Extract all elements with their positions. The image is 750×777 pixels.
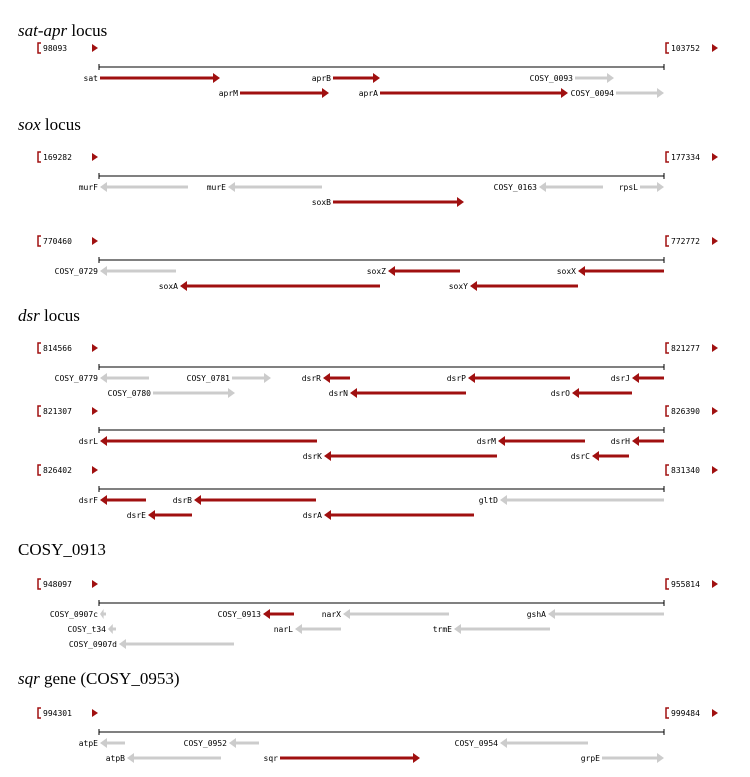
gene-arrow-atpe <box>100 738 125 748</box>
start-bracket-icon <box>38 236 41 246</box>
gene-arrow-soxy <box>470 281 578 291</box>
locus-section-1 <box>18 21 718 98</box>
locus-section-2 <box>18 115 718 291</box>
gene-arrow-dsre <box>148 510 192 520</box>
gene-label: aprM <box>218 89 238 98</box>
end-coordinate: 826390 <box>671 407 700 416</box>
end-coordinate: 772772 <box>671 237 700 246</box>
end-marker-icon <box>712 709 718 717</box>
track <box>38 43 718 98</box>
gene-label: rpsL <box>618 183 638 192</box>
gene-soxy <box>449 281 578 291</box>
gene-arrow-dsra <box>324 510 474 520</box>
gene-label: dsrC <box>570 452 590 461</box>
gene-label: COSY_0779 <box>54 374 98 383</box>
gene-soxx <box>557 266 664 276</box>
gene-arrow-dsrr <box>323 373 350 383</box>
start-bracket-icon <box>38 465 41 475</box>
gene-murf <box>79 182 188 192</box>
start-bracket-icon <box>38 152 41 162</box>
gene-label: sat <box>83 74 98 83</box>
gene-label: COSY_0729 <box>54 267 98 276</box>
gene-grpe <box>581 753 664 763</box>
start-marker-icon <box>92 237 98 245</box>
gene-arrow-trme <box>454 624 550 634</box>
gene-label: COSY_t34 <box>67 625 106 634</box>
gene-arrow-cosy-0907d <box>119 639 234 649</box>
gene-cosy-0779 <box>55 373 149 383</box>
section-title: sqr gene (COSY_0953) <box>18 669 180 688</box>
start-marker-icon <box>92 153 98 161</box>
track <box>38 465 718 520</box>
gene-label: COSY_0093 <box>529 74 573 83</box>
gene-arrow-dsrh <box>632 436 664 446</box>
end-marker-icon <box>712 153 718 161</box>
gene-dsrf <box>79 495 146 505</box>
gene-arrow-aprm <box>240 88 329 98</box>
gene-sqr <box>264 753 420 763</box>
section-title: dsr locus <box>18 306 80 325</box>
start-coordinate: 994301 <box>43 709 72 718</box>
gene-label: dsrR <box>301 374 321 383</box>
end-bracket-icon <box>666 708 669 718</box>
start-coordinate: 948097 <box>43 580 72 589</box>
gene-label: soxB <box>311 198 331 207</box>
end-marker-icon <box>712 407 718 415</box>
gene-cosy-0913 <box>218 609 294 619</box>
gene-label: soxA <box>158 282 178 291</box>
gene-label: dsrL <box>78 437 98 446</box>
gene-arrow-narl <box>295 624 341 634</box>
gene-label: dsrA <box>302 511 322 520</box>
gene-arrow-dsrp <box>468 373 570 383</box>
gene-soxz <box>367 266 460 276</box>
start-marker-icon <box>92 344 98 352</box>
gene-label: murF <box>78 183 98 192</box>
gene-arrow-dsrf <box>100 495 146 505</box>
gene-label: dsrO <box>550 389 570 398</box>
gene-label: COSY_0907d <box>68 640 117 649</box>
gene-label: soxY <box>448 282 468 291</box>
gene-arrow-cosy-0952 <box>229 738 259 748</box>
gene-label: dsrN <box>328 389 348 398</box>
gene-aprb <box>312 73 380 83</box>
end-marker-icon <box>712 580 718 588</box>
gene-label: gltD <box>478 496 498 505</box>
gene-label: COSY_0781 <box>186 374 230 383</box>
end-coordinate: 999484 <box>671 709 700 718</box>
gene-atpe <box>79 738 125 748</box>
gene-label: grpE <box>580 754 600 763</box>
gene-arrow-cosy-0907c <box>100 609 106 619</box>
start-coordinate: 770460 <box>43 237 72 246</box>
gene-label: gshA <box>526 610 546 619</box>
gene-arrow-gltd <box>500 495 664 505</box>
start-bracket-icon <box>38 406 41 416</box>
gene-arrow-apra <box>380 88 568 98</box>
gene-label: dsrP <box>446 374 466 383</box>
start-marker-icon <box>92 44 98 52</box>
gene-cosy-0163 <box>494 182 603 192</box>
gene-label: murE <box>206 183 226 192</box>
end-marker-icon <box>712 466 718 474</box>
gene-cosy-0954 <box>455 738 588 748</box>
gene-narl <box>274 624 341 634</box>
gene-dsrn <box>329 388 466 398</box>
gene-arrow-grpe <box>602 753 664 763</box>
gene-dsre <box>127 510 192 520</box>
gene-label: atpE <box>78 739 98 748</box>
gene-label: sqr <box>263 754 278 763</box>
gene-label: trmE <box>432 625 452 634</box>
gene-cosy-0907c <box>50 609 106 619</box>
gene-soxa <box>159 281 380 291</box>
gene-label: aprB <box>311 74 331 83</box>
gene-cosy-0094 <box>571 88 664 98</box>
gene-label: COSY_0780 <box>107 389 151 398</box>
end-bracket-icon <box>666 343 669 353</box>
end-coordinate: 177334 <box>671 153 700 162</box>
gene-trme <box>433 624 550 634</box>
start-bracket-icon <box>38 708 41 718</box>
start-marker-icon <box>92 580 98 588</box>
end-bracket-icon <box>666 465 669 475</box>
locus-section-3 <box>18 306 718 520</box>
gene-arrow-cosy-0913 <box>263 609 294 619</box>
gene-dsrr <box>302 373 350 383</box>
end-marker-icon <box>712 44 718 52</box>
gene-soxb <box>312 197 464 207</box>
gene-arrow-dsrc <box>592 451 629 461</box>
gene-dsrj <box>611 373 664 383</box>
gene-label: dsrM <box>476 437 496 446</box>
end-coordinate: 821277 <box>671 344 700 353</box>
gene-dsrp <box>447 373 570 383</box>
gene-arrow-murf <box>100 182 188 192</box>
section-title: sat-apr locus <box>18 21 108 40</box>
gene-label: COSY_0954 <box>454 739 498 748</box>
gene-dsrh <box>611 436 664 446</box>
gene-arrow-cosy-0729 <box>100 266 176 276</box>
start-marker-icon <box>92 709 98 717</box>
track <box>38 406 718 461</box>
gene-arrow-cosy-0779 <box>100 373 149 383</box>
track <box>38 152 718 207</box>
end-bracket-icon <box>666 579 669 589</box>
gene-dsrb <box>173 495 316 505</box>
locus-section-4 <box>18 540 718 649</box>
gene-arrow-mure <box>228 182 322 192</box>
end-bracket-icon <box>666 43 669 53</box>
gene-cosy-0093 <box>530 73 614 83</box>
start-marker-icon <box>92 407 98 415</box>
gene-dsrm <box>477 436 585 446</box>
end-marker-icon <box>712 344 718 352</box>
gene-label: dsrB <box>172 496 192 505</box>
gene-atpb <box>106 753 221 763</box>
end-marker-icon <box>712 237 718 245</box>
gene-arrow-dsrm <box>498 436 585 446</box>
gene-label: dsrK <box>302 452 322 461</box>
gene-label: atpB <box>105 754 125 763</box>
gene-dsrk <box>303 451 497 461</box>
gene-label: COSY_0094 <box>570 89 614 98</box>
start-bracket-icon <box>38 343 41 353</box>
gene-cosy-0781 <box>187 373 271 383</box>
gene-label: dsrE <box>126 511 146 520</box>
end-coordinate: 831340 <box>671 466 700 475</box>
gene-cosy-t34 <box>67 624 116 634</box>
gene-arrow-dsrn <box>350 388 466 398</box>
gene-cosy-0729 <box>55 266 176 276</box>
gene-arrow-cosy-0163 <box>539 182 603 192</box>
gene-arrow-gsha <box>548 609 664 619</box>
gene-arrow-aprb <box>333 73 380 83</box>
start-bracket-icon <box>38 579 41 589</box>
start-coordinate: 814566 <box>43 344 72 353</box>
gene-dsrc <box>571 451 629 461</box>
gene-gltd <box>479 495 664 505</box>
section-title: sox locus <box>18 115 81 134</box>
start-bracket-icon <box>38 43 41 53</box>
gene-arrow-cosy-t34 <box>108 624 116 634</box>
track <box>38 708 718 763</box>
gene-rpsl <box>619 182 664 192</box>
gene-label: dsrH <box>610 437 630 446</box>
gene-arrow-rpsl <box>640 182 664 192</box>
gene-arrow-cosy-0781 <box>232 373 271 383</box>
gene-cosy-0952 <box>184 738 259 748</box>
gene-arrow-cosy-0094 <box>616 88 664 98</box>
gene-label: narX <box>321 610 341 619</box>
gene-dsrl <box>79 436 317 446</box>
gene-arrow-dsrj <box>632 373 664 383</box>
end-bracket-icon <box>666 152 669 162</box>
gene-arrow-dsrk <box>324 451 497 461</box>
gene-label: COSY_0163 <box>493 183 537 192</box>
gene-label: soxZ <box>366 267 386 276</box>
gene-arrow-dsrl <box>100 436 317 446</box>
track <box>38 343 718 398</box>
gene-sat <box>84 73 220 83</box>
gene-arrow-soxa <box>180 281 380 291</box>
gene-arrow-soxx <box>578 266 664 276</box>
gene-arrow-soxb <box>333 197 464 207</box>
section-title: COSY_0913 <box>18 540 106 559</box>
end-bracket-icon <box>666 406 669 416</box>
gene-mure <box>207 182 322 192</box>
gene-gsha <box>527 609 664 619</box>
start-marker-icon <box>92 466 98 474</box>
end-coordinate: 955814 <box>671 580 700 589</box>
gene-arrow-narx <box>343 609 449 619</box>
gene-arrow-cosy-0093 <box>575 73 614 83</box>
gene-arrow-atpb <box>127 753 221 763</box>
track <box>38 236 718 291</box>
gene-label: COSY_0913 <box>217 610 261 619</box>
gene-arrow-cosy-0780 <box>153 388 235 398</box>
start-coordinate: 826402 <box>43 466 72 475</box>
gene-arrow-cosy-0954 <box>500 738 588 748</box>
gene-arrow-sat <box>100 73 220 83</box>
gene-arrow-sqr <box>280 753 420 763</box>
end-coordinate: 103752 <box>671 44 700 53</box>
gene-label: dsrJ <box>610 374 630 383</box>
gene-arrow-soxz <box>388 266 460 276</box>
track <box>38 579 718 649</box>
gene-label: narL <box>273 625 293 634</box>
gene-label: soxX <box>556 267 576 276</box>
gene-cosy-0907d <box>69 639 234 649</box>
locus-section-5 <box>18 669 718 763</box>
gene-arrow-dsro <box>572 388 632 398</box>
gene-label: COSY_0907c <box>49 610 98 619</box>
gene-dsro <box>551 388 632 398</box>
end-bracket-icon <box>666 236 669 246</box>
gene-label: aprA <box>358 89 378 98</box>
gene-aprm <box>219 88 329 98</box>
gene-label: dsrF <box>78 496 98 505</box>
gene-apra <box>359 88 568 98</box>
gene-dsra <box>303 510 474 520</box>
gene-label: COSY_0952 <box>183 739 227 748</box>
start-coordinate: 169282 <box>43 153 72 162</box>
start-coordinate: 821307 <box>43 407 72 416</box>
gene-narx <box>322 609 449 619</box>
gene-arrow-dsrb <box>194 495 316 505</box>
gene-cosy-0780 <box>108 388 235 398</box>
start-coordinate: 98093 <box>43 44 68 53</box>
